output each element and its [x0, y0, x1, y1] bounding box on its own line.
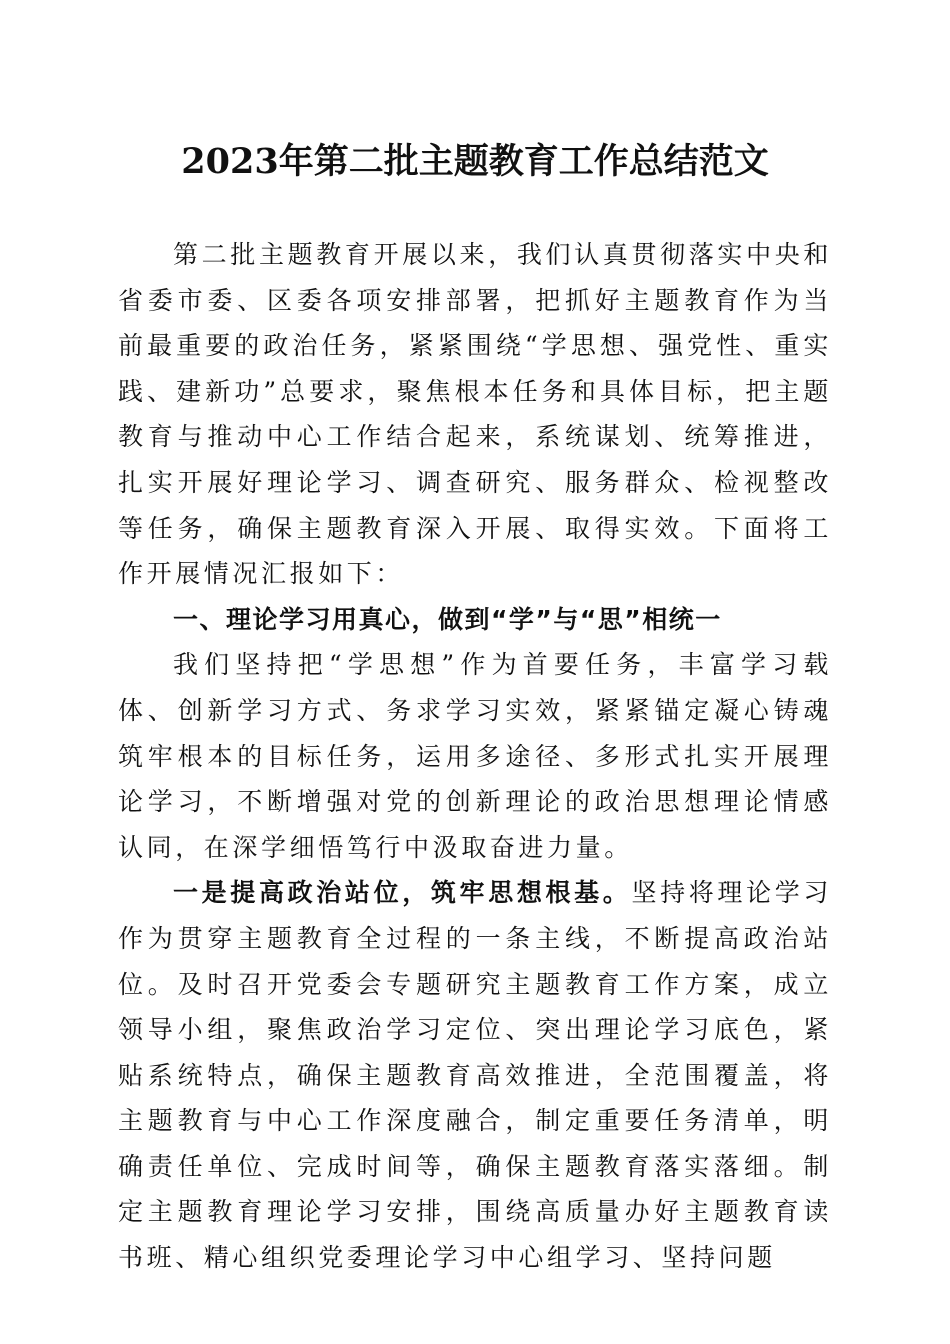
intro-paragraph: 第二批主题教育开展以来，我们认真贯彻落实中央和省委市委、区委各项安排部署，把抓好主题教育作为当前最重要的政治任务，紧紧围绕“学思想、强党性、重实践、建新功”总要求，聚焦根本任务和具体目标，把主题教育与推动中心工作结合起来，系统谋划、统筹推进，扎实开展好理论学习、调查研究、服务群众、检视整改等任务，确保主题教育深入开展、取得实效。下面将工作开展情况汇报如下： [118, 240, 832, 589]
document-body [118, 232, 832, 1281]
point-1-body: 坚持将理论学习作为贯穿主题教育全过程的一条主线，不断提高政治站位。及时召开党委会专题研究主题教育工作方案，成立领导小组，聚焦政治学习定位、突出理论学习底色，紧贴系统特点，确保主题教育高效推进，全范围覆盖，将主题教育与中心工作深度融合，制定重要任务清单，明确责任单位、完成时间等，确保主题教育落实落细。制定主题教育理论学习安排，围绕高质量办好主题教育读书班、精心组织党委理论学习中心组学习、坚持问题 [118, 878, 832, 1273]
point-1-lead: 一是提高政治站位，筑牢思想根基。 [173, 878, 632, 908]
point-1-paragraph [118, 870, 832, 1280]
document-title: 2023年第二批主题教育工作总结范文 [181, 141, 769, 182]
section-heading-1: 一、理论学习用真心，做到“学”与“思”相统一 [173, 604, 722, 634]
section-1-paragraph: 我们坚持把“学思想”作为首要任务，丰富学习载体、创新学习方式、务求学习实效，紧紧锚定凝心铸魂筑牢根本的目标任务，运用多途径、多形式扎实开展理论学习，不断增强对党的创新理论的政治思想理论情感认同，在深学细悟笃行中汲取奋进力量。 [118, 650, 832, 862]
